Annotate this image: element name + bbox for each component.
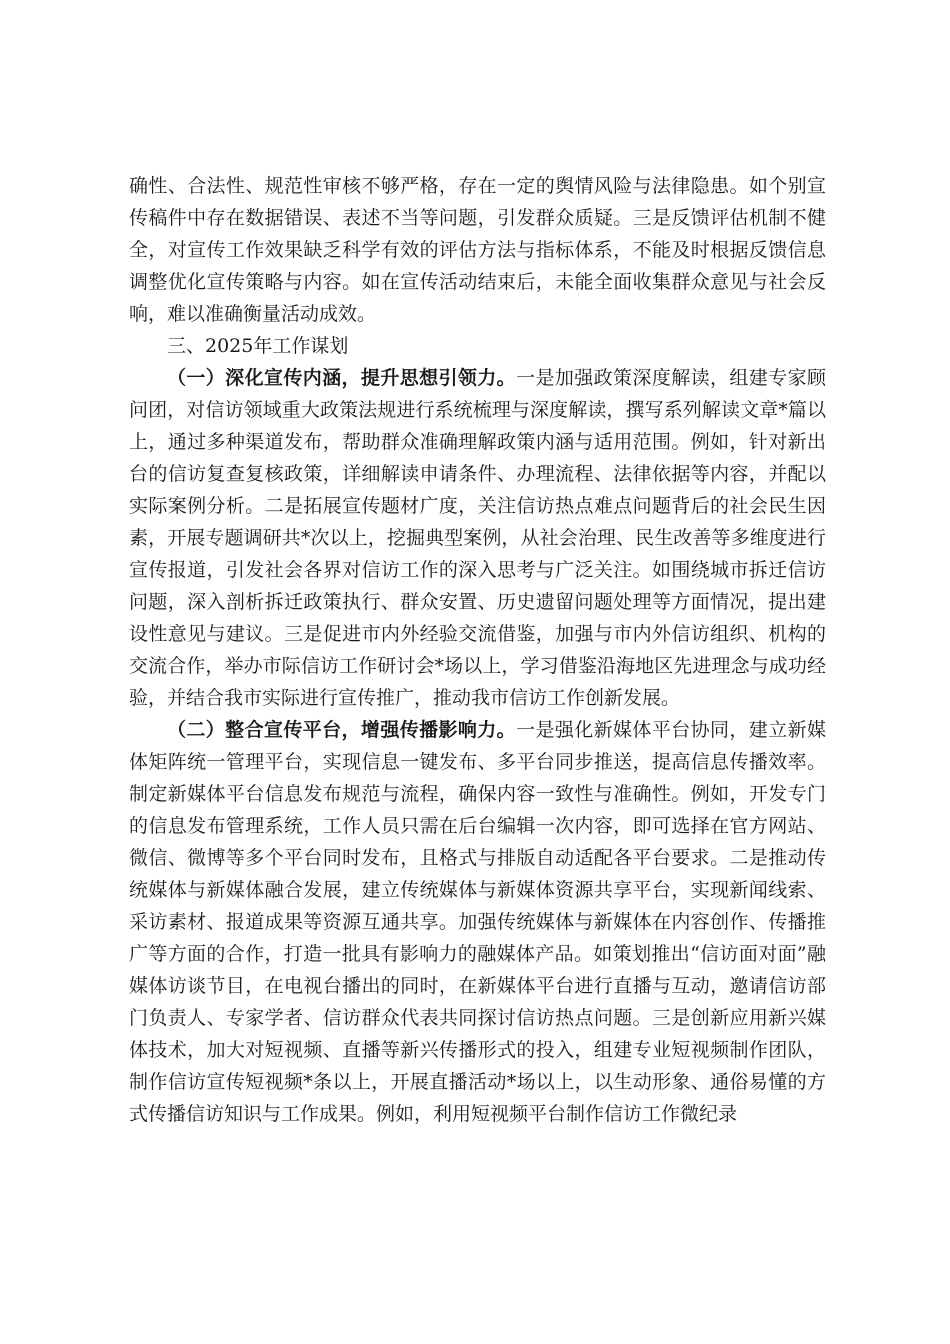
- item-body-2: 一是强化新媒体平台协同，建立新媒体矩阵统一管理平台，实现信息一键发布、多平台同步推送，提高信息传播效率。制定新媒体平台信息发布规范与流程，确保内容一致性与准确性。例如，开发专门的信息发布管理系统，工作人员只需在后台编辑一次内容，即可选择在官方网站、微信、微博等多个平台同时发布，且格式与排版自动适配各平台要求。二是推动传统媒体与新媒体融合发展，建立传统媒体与新媒体资源共享平台，实现新闻线索、采访素材、报道成果等资源互通共享。加强传统媒体与新媒体在内容创作、传播推广等方面的合作，打造一批具有影响力的融媒体产品。如策划推出“信访面对面”融媒体访谈节目，在电视台播出的同时，在新媒体平台进行直播与互动，邀请信访部门负责人、专家学者、信访群众代表共同探讨信访热点问题。三是创新应用新兴媒体技术，加大对短视频、直播等新兴传播形式的投入，组建专业短视频制作团队，制作信访宣传短视频*条以上，开展直播活动*场以上，以生动形象、通俗易懂的方式传播信访知识与工作成果。例如，利用短视频平台制作信访工作微纪录: [129, 719, 826, 1125]
- item-lead-1: （一）深化宣传内涵，提升思想引领力。: [167, 367, 517, 389]
- continuation-paragraph: 确性、合法性、规范性审核不够严格，存在一定的舆情风险与法律隐患。如个别宣传稿件中存在数据错误、表述不当等问题，引发群众质疑。三是反馈评估机制不健全，对宣传工作效果缺乏科学有效的评估方法与指标体系，不能及时根据反馈信息调整优化宣传策略与内容。如在宣传活动结束后，未能全面收集群众意见与社会反响，难以准确衡量活动成效。: [129, 175, 826, 325]
- section-heading: 三、2025年工作谋划: [167, 335, 349, 357]
- document-body: [129, 170, 826, 1130]
- item-body-1: 一是加强政策深度解读，组建专家顾问团，对信访领域重大政策法规进行系统梳理与深度解读，撰写系列解读文章*篇以上，通过多种渠道发布，帮助群众准确理解政策内涵与适用范围。例如，针对新出台的信访复查复核政策，详细解读申请条件、办理流程、法律依据等内容，并配以实际案例分析。二是拓展宣传题材广度，关注信访热点难点问题背后的社会民生因素，开展专题调研共*次以上，挖掘典型案例，从社会治理、民生改善等多维度进行宣传报道，引发社会各界对信访工作的深入思考与广泛关注。如围绕城市拆迁信访问题，深入剖析拆迁政策执行、群众安置、历史遗留问题处理等方面情况，提出建设性意见与建议。三是促进市内外经验交流借鉴，加强与市内外信访组织、机构的交流合作，举办市际信访工作研讨会*场以上，学习借鉴沿海地区先进理念与成功经验，并结合我市实际进行宣传推广，推动我市信访工作创新发展。: [129, 367, 826, 709]
- item-paragraph-2: [129, 714, 826, 1130]
- item-lead-2: （二）整合宣传平台，增强传播影响力。: [167, 719, 517, 741]
- item-paragraph-1: [129, 362, 826, 714]
